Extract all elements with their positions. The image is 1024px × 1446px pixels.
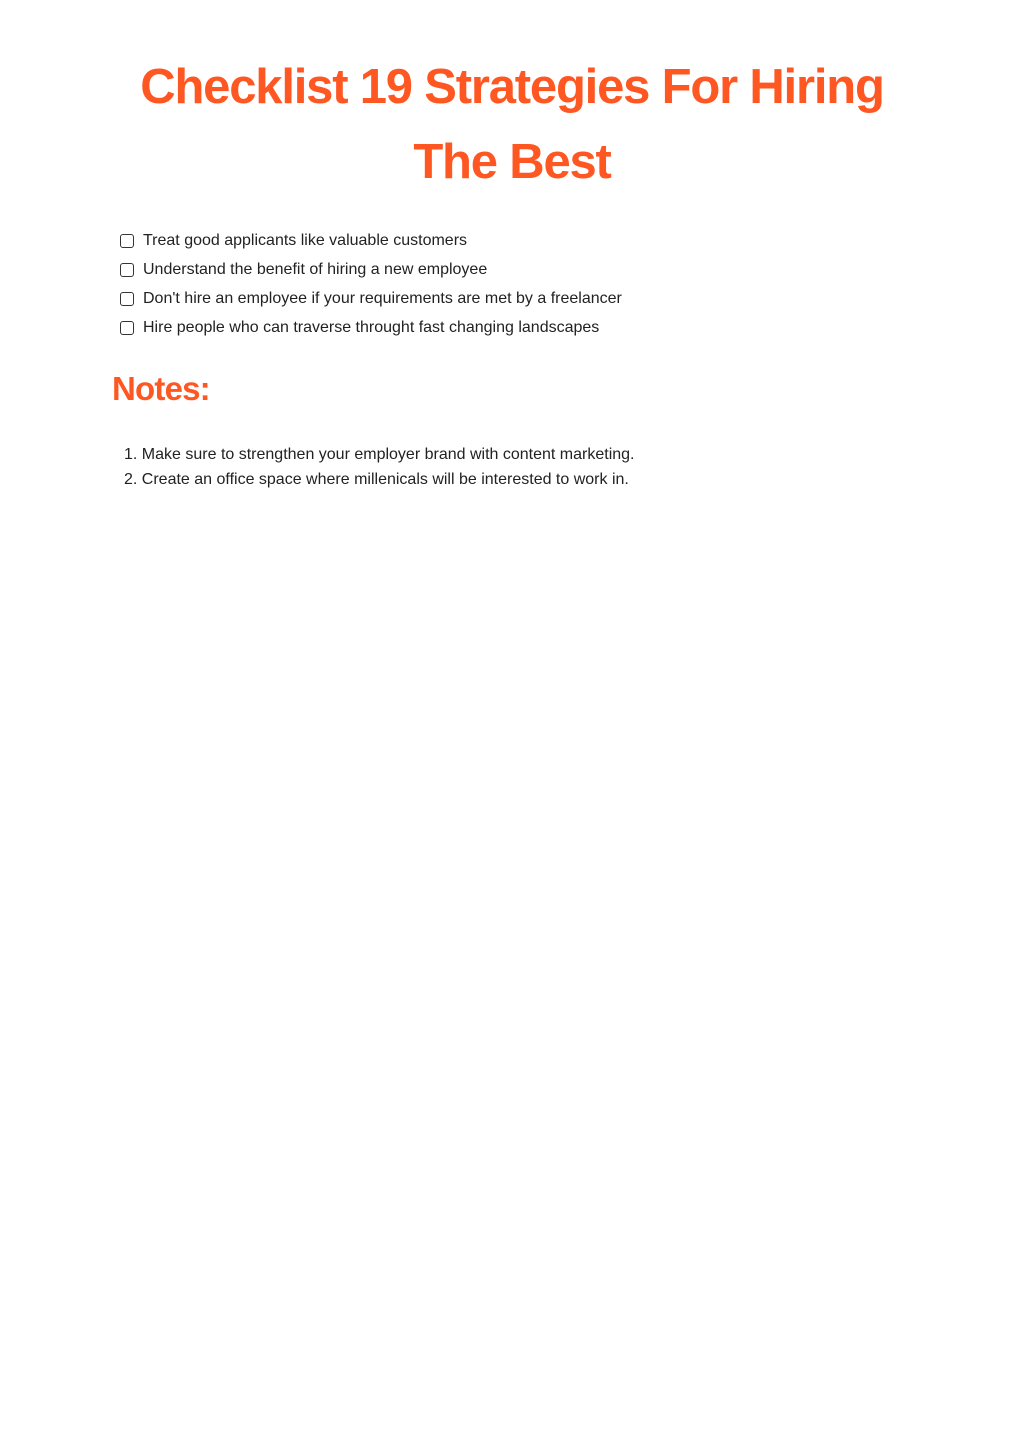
checklist-item-label: Treat good applicants like valuable customers	[143, 231, 468, 249]
note-number: 2.	[124, 471, 138, 488]
note-item	[124, 442, 635, 467]
checklist-item[interactable]	[120, 313, 622, 342]
checklist-item-label: Understand the benefit of hiring a new employee	[143, 260, 488, 278]
checklist-item-label: Don't hire an employee if your requirements are met by a freelancer	[143, 289, 622, 307]
notes-list	[124, 442, 635, 492]
checkbox[interactable]	[120, 263, 134, 277]
note-number: 1.	[124, 446, 138, 463]
checkbox[interactable]	[120, 234, 134, 248]
note-text: Create an office space where millenicals will be interested to work in.	[141, 471, 629, 488]
note-item	[124, 467, 635, 492]
checklist-item-label: Hire people who can traverse throught fast changing landscapes	[143, 318, 600, 336]
note-text: Make sure to strengthen your employer brand with content marketing.	[141, 446, 635, 463]
checklist	[120, 226, 622, 342]
checkbox[interactable]	[120, 321, 134, 335]
checklist-item[interactable]	[120, 284, 622, 313]
page-title: Checklist 19 Strategies For Hiring The Best	[140, 60, 884, 189]
checkbox[interactable]	[120, 292, 134, 306]
checklist-item[interactable]	[120, 255, 622, 284]
notes-heading: Notes:	[112, 370, 210, 407]
checklist-item[interactable]	[120, 226, 622, 255]
